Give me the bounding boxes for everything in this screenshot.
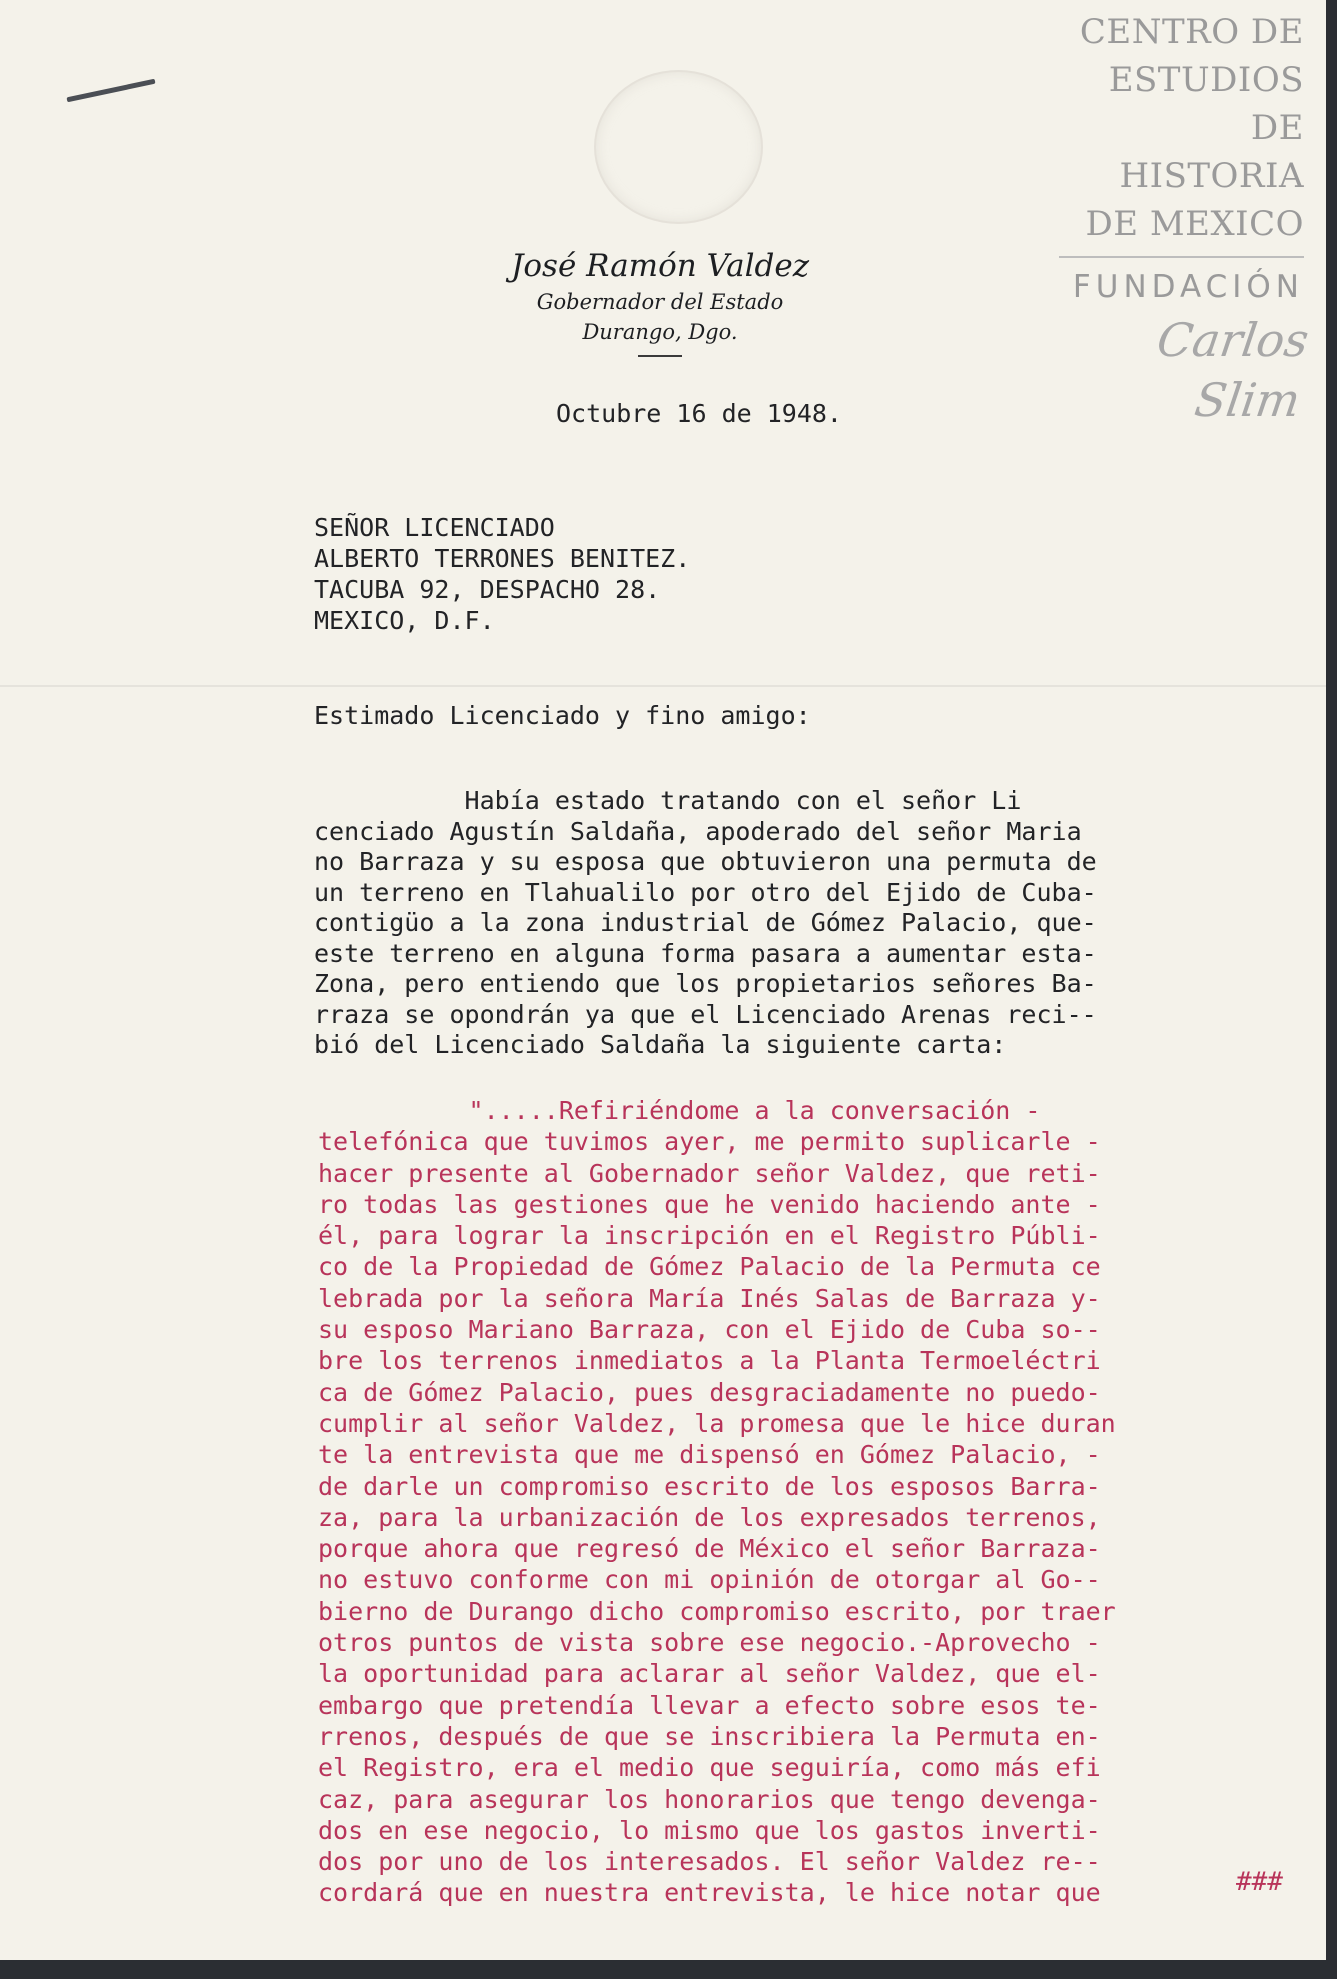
quote-line: co de la Propiedad de Gómez Palacio de la Permuta ce xyxy=(318,1252,1101,1282)
letter-date: Octubre 16 de 1948. xyxy=(556,399,842,428)
address-line: ALBERTO TERRONES BENITEZ. xyxy=(314,544,691,573)
paragraph-line: Había estado tratando con el señor Li xyxy=(314,786,1022,815)
address-line: TACUBA 92, DESPACHO 28. xyxy=(314,575,661,604)
paragraph-line: Zona, pero entiendo que los propietarios señores Ba- xyxy=(314,969,1097,998)
paragraph-line: rraza se opondrán ya que el Licenciado Arenas reci-- xyxy=(314,999,1097,1029)
body-paragraph xyxy=(314,786,1294,1061)
quote-line: ca de Gómez Palacio, pues desgraciadamente no puedo- xyxy=(318,1377,1101,1407)
watermark-signature: Carlos Slim xyxy=(1153,313,1313,427)
paragraph-line: un terreno en Tlahualilo por otro del Ejido de Cuba- xyxy=(314,877,1097,907)
watermark-line: CENTRO DE xyxy=(1079,12,1304,52)
letterhead-title: Gobernador del Estado xyxy=(536,290,784,314)
quote-line: telefónica que tuvimos ayer, me permito suplicarle - xyxy=(318,1127,1101,1157)
quote-line: ro todas las gestiones que he venido haciendo ante - xyxy=(318,1189,1101,1219)
quote-line: el Registro, era el medio que seguiría, como más efi xyxy=(318,1753,1101,1783)
quote-line: otros puntos de vista sobre ese negocio.-Aprovecho - xyxy=(318,1628,1101,1658)
paragraph-line: este terreno en alguna forma pasara a aumentar esta- xyxy=(314,938,1097,968)
watermark-line: ESTUDIOS xyxy=(1108,60,1304,100)
quote-line: za, para la urbanización de los expresados terrenos, xyxy=(318,1502,1101,1532)
address-line: MEXICO, D.F. xyxy=(314,606,495,635)
quote-line: la oportunidad para aclarar al señor Valdez, que el- xyxy=(318,1659,1101,1689)
paragraph-line: no Barraza y su esposa que obtuvieron una permuta de xyxy=(314,847,1097,876)
paper-fold xyxy=(0,685,1326,687)
staple-mark xyxy=(66,79,155,103)
watermark-foundation: FUNDACIÓN xyxy=(1072,269,1304,305)
address-line: SEÑOR LICENCIADO xyxy=(314,513,555,542)
letterhead-rule xyxy=(638,355,682,357)
quote-line: ".....Refiriéndome a la conversación - xyxy=(318,1096,1041,1125)
quote-line: embargo que pretendía llevar a efecto sobre esos te- xyxy=(318,1690,1101,1720)
quote-line: lebrada por la señora María Inés Salas de Barraza y- xyxy=(318,1283,1101,1313)
quote-line: no estuvo conforme con mi opinión de otorgar al Go-- xyxy=(318,1565,1101,1595)
salutation: Estimado Licenciado y fino amigo: xyxy=(314,701,811,730)
watermark-line: DE HISTORIA xyxy=(1119,108,1304,196)
paragraph-line: cenciado Agustín Saldaña, apoderado del señor Maria xyxy=(314,816,1082,846)
paragraph-line: bió del Licenciado Saldaña la siguiente carta: xyxy=(314,1030,1007,1059)
letterhead-place: Durango, Dgo. xyxy=(582,320,738,344)
embossed-seal xyxy=(594,70,763,224)
quote-line: hacer presente al Gobernador señor Valdez, que reti- xyxy=(318,1158,1101,1188)
watermark-line: DE MEXICO xyxy=(1085,204,1304,244)
archive-watermark xyxy=(1059,8,1313,430)
quote-line: porque ahora que regresó de México el señor Barraza- xyxy=(318,1534,1101,1564)
paragraph-line: contigüo a la zona industrial de Gómez Palacio, que- xyxy=(314,908,1097,937)
letterhead-name: José Ramón Valdez xyxy=(510,248,810,284)
quote-line: su esposo Mariano Barraza, con el Ejido de Cuba so-- xyxy=(318,1315,1101,1345)
recipient-address xyxy=(314,512,690,636)
quote-line: cordará que en nuestra entrevista, le hice notar que xyxy=(318,1878,1101,1908)
watermark-divider xyxy=(1059,256,1304,258)
quote-line: bierno de Durango dicho compromiso escrito, por traer xyxy=(318,1596,1116,1626)
letterhead xyxy=(460,245,860,357)
quoted-letter xyxy=(318,1095,1298,1909)
quote-line: caz, para asegurar los honorarios que tengo devenga- xyxy=(318,1784,1101,1814)
quote-line: dos en ese negocio, lo mismo que los gastos inverti- xyxy=(318,1815,1101,1845)
quote-line: bre los terrenos inmediatos a la Planta Termoeléctri xyxy=(318,1346,1101,1376)
continuation-mark: ### xyxy=(1236,1867,1283,1897)
quote-line: de darle un compromiso escrito de los esposos Barra- xyxy=(318,1471,1101,1501)
quote-line: él, para lograr la inscripción en el Registro Públi- xyxy=(318,1221,1101,1251)
quote-line: te la entrevista que me dispensó en Gómez Palacio, - xyxy=(318,1440,1101,1470)
quote-line: cumplir al señor Valdez, la promesa que le hice duran xyxy=(318,1408,1116,1438)
quote-line: rrenos, después de que se inscribiera la Permuta en- xyxy=(318,1721,1101,1751)
quote-line: dos por uno de los interesados. El señor Valdez re-- xyxy=(318,1847,1101,1877)
